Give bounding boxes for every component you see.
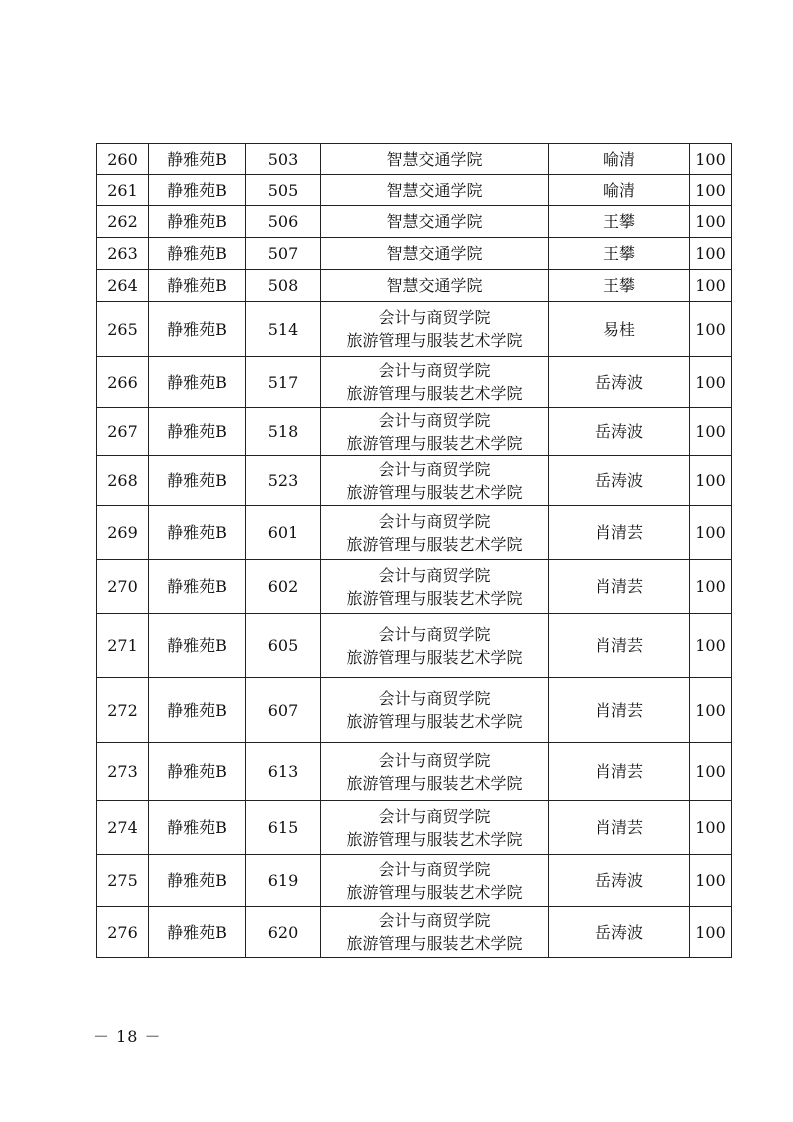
college-cell <box>321 408 549 456</box>
college-name-line: 旅游管理与服装艺术学院 <box>346 534 523 554</box>
row-number-cell: 270 <box>97 560 149 614</box>
table-row <box>97 238 732 270</box>
college-name-line: 会计与商贸学院 <box>378 859 491 879</box>
college-name-line: 会计与商贸学院 <box>378 689 491 708</box>
score-cell: 100 <box>690 560 732 614</box>
room-cell: 601 <box>246 506 321 560</box>
row-number-cell: 267 <box>97 408 149 456</box>
row-number-cell: 273 <box>97 743 149 801</box>
score-cell: 100 <box>690 408 732 456</box>
room-cell: 518 <box>246 408 321 456</box>
college-name-line: 智慧交通学院 <box>386 276 483 295</box>
score-cell: 100 <box>690 175 732 206</box>
college-name-line: 智慧交通学院 <box>386 180 483 200</box>
room-cell: 607 <box>246 678 321 743</box>
college-cell <box>321 456 549 506</box>
score-cell: 100 <box>690 144 732 175</box>
college-name-line: 旅游管理与服装艺术学院 <box>346 829 523 849</box>
college-cell <box>321 270 549 302</box>
room-cell: 605 <box>246 614 321 678</box>
row-number-cell: 268 <box>97 456 149 506</box>
building-cell: 静雅苑B <box>149 302 246 357</box>
room-cell: 619 <box>246 855 321 907</box>
building-cell: 静雅苑B <box>149 408 246 456</box>
table-row <box>97 614 732 678</box>
table-row <box>97 456 732 506</box>
person-cell: 岳涛波 <box>549 855 690 907</box>
college-cell <box>321 678 549 743</box>
building-cell: 静雅苑B <box>149 614 246 678</box>
table-row <box>97 302 732 357</box>
building-cell: 静雅苑B <box>149 270 246 302</box>
score-cell: 100 <box>690 614 732 678</box>
row-number-cell: 266 <box>97 357 149 408</box>
row-number-cell: 262 <box>97 206 149 238</box>
college-name-line: 会计与商贸学院 <box>378 624 491 644</box>
college-name-line: 会计与商贸学院 <box>378 361 491 380</box>
person-cell: 岳涛波 <box>549 456 690 506</box>
person-cell: 岳涛波 <box>549 907 690 958</box>
college-name-line: 会计与商贸学院 <box>378 911 491 930</box>
table-row <box>97 907 732 958</box>
row-number-cell: 276 <box>97 907 149 958</box>
row-number-cell: 274 <box>97 801 149 855</box>
table-row <box>97 678 732 743</box>
college-name-line: 会计与商贸学院 <box>378 806 491 826</box>
row-number-cell: 260 <box>97 144 149 175</box>
college-name-line: 会计与商贸学院 <box>378 565 491 585</box>
college-cell <box>321 144 549 175</box>
person-cell: 王攀 <box>549 270 690 302</box>
dorm-inspection-table <box>96 143 732 958</box>
building-cell: 静雅苑B <box>149 456 246 506</box>
row-number-cell: 272 <box>97 678 149 743</box>
score-cell: 100 <box>690 801 732 855</box>
college-name-line: 旅游管理与服装艺术学院 <box>346 882 523 902</box>
room-cell: 514 <box>246 302 321 357</box>
college-name-line: 旅游管理与服装艺术学院 <box>346 773 523 793</box>
college-name-line: 会计与商贸学院 <box>378 459 491 479</box>
college-name-line: 智慧交通学院 <box>386 244 483 263</box>
score-cell: 100 <box>690 907 732 958</box>
college-cell <box>321 855 549 907</box>
room-cell: 620 <box>246 907 321 958</box>
college-name-line: 旅游管理与服装艺术学院 <box>346 712 523 731</box>
person-cell: 岳涛波 <box>549 408 690 456</box>
room-cell: 503 <box>246 144 321 175</box>
college-name-line: 智慧交通学院 <box>386 149 483 169</box>
college-name-line: 旅游管理与服装艺术学院 <box>346 433 523 453</box>
person-cell: 王攀 <box>549 238 690 270</box>
table-row <box>97 743 732 801</box>
row-number-cell: 275 <box>97 855 149 907</box>
room-cell: 615 <box>246 801 321 855</box>
page-number: － 18 － <box>93 1027 162 1046</box>
college-cell <box>321 357 549 408</box>
row-number-cell: 271 <box>97 614 149 678</box>
college-cell <box>321 506 549 560</box>
person-cell: 肖清芸 <box>549 506 690 560</box>
building-cell: 静雅苑B <box>149 678 246 743</box>
building-cell: 静雅苑B <box>149 560 246 614</box>
college-cell <box>321 175 549 206</box>
college-cell <box>321 614 549 678</box>
score-cell: 100 <box>690 270 732 302</box>
score-cell: 100 <box>690 743 732 801</box>
person-cell: 肖清芸 <box>549 801 690 855</box>
person-cell: 肖清芸 <box>549 678 690 743</box>
college-name-line: 智慧交通学院 <box>386 212 483 231</box>
college-cell <box>321 206 549 238</box>
college-name-line: 会计与商贸学院 <box>378 308 491 327</box>
score-cell: 100 <box>690 206 732 238</box>
college-name-line: 旅游管理与服装艺术学院 <box>346 482 523 502</box>
room-cell: 602 <box>246 560 321 614</box>
score-cell: 100 <box>690 678 732 743</box>
score-cell: 100 <box>690 357 732 408</box>
score-cell: 100 <box>690 302 732 357</box>
building-cell: 静雅苑B <box>149 506 246 560</box>
college-name-line: 旅游管理与服装艺术学院 <box>346 384 523 403</box>
table-row <box>97 175 732 206</box>
score-cell: 100 <box>690 238 732 270</box>
room-cell: 517 <box>246 357 321 408</box>
room-cell: 506 <box>246 206 321 238</box>
college-name-line: 会计与商贸学院 <box>378 410 491 430</box>
person-cell: 肖清芸 <box>549 614 690 678</box>
building-cell: 静雅苑B <box>149 357 246 408</box>
building-cell: 静雅苑B <box>149 144 246 175</box>
table-row <box>97 506 732 560</box>
building-cell: 静雅苑B <box>149 175 246 206</box>
college-cell <box>321 801 549 855</box>
building-cell: 静雅苑B <box>149 907 246 958</box>
person-cell: 岳涛波 <box>549 357 690 408</box>
table-row <box>97 560 732 614</box>
college-cell <box>321 302 549 357</box>
building-cell: 静雅苑B <box>149 801 246 855</box>
college-name-line: 旅游管理与服装艺术学院 <box>346 934 523 953</box>
table-row <box>97 270 732 302</box>
person-cell: 王攀 <box>549 206 690 238</box>
room-cell: 523 <box>246 456 321 506</box>
row-number-cell: 261 <box>97 175 149 206</box>
table-row <box>97 801 732 855</box>
person-cell: 喻清 <box>549 144 690 175</box>
building-cell: 静雅苑B <box>149 238 246 270</box>
college-cell <box>321 238 549 270</box>
college-cell <box>321 560 549 614</box>
room-cell: 613 <box>246 743 321 801</box>
table-row <box>97 144 732 175</box>
building-cell: 静雅苑B <box>149 206 246 238</box>
college-cell <box>321 743 549 801</box>
college-name-line: 旅游管理与服装艺术学院 <box>346 647 523 667</box>
score-cell: 100 <box>690 855 732 907</box>
row-number-cell: 265 <box>97 302 149 357</box>
person-cell: 易桂 <box>549 302 690 357</box>
person-cell: 肖清芸 <box>549 743 690 801</box>
person-cell: 肖清芸 <box>549 560 690 614</box>
college-name-line: 会计与商贸学院 <box>378 511 491 531</box>
table-row <box>97 408 732 456</box>
table-row <box>97 206 732 238</box>
college-name-line: 会计与商贸学院 <box>378 750 491 770</box>
table-row <box>97 357 732 408</box>
person-cell: 喻清 <box>549 175 690 206</box>
row-number-cell: 263 <box>97 238 149 270</box>
college-name-line: 旅游管理与服装艺术学院 <box>346 331 523 350</box>
room-cell: 508 <box>246 270 321 302</box>
table-body <box>97 144 732 958</box>
score-cell: 100 <box>690 506 732 560</box>
score-cell: 100 <box>690 456 732 506</box>
room-cell: 507 <box>246 238 321 270</box>
table-row <box>97 855 732 907</box>
row-number-cell: 264 <box>97 270 149 302</box>
row-number-cell: 269 <box>97 506 149 560</box>
room-cell: 505 <box>246 175 321 206</box>
college-cell <box>321 907 549 958</box>
college-name-line: 旅游管理与服装艺术学院 <box>346 588 523 608</box>
building-cell: 静雅苑B <box>149 743 246 801</box>
building-cell: 静雅苑B <box>149 855 246 907</box>
